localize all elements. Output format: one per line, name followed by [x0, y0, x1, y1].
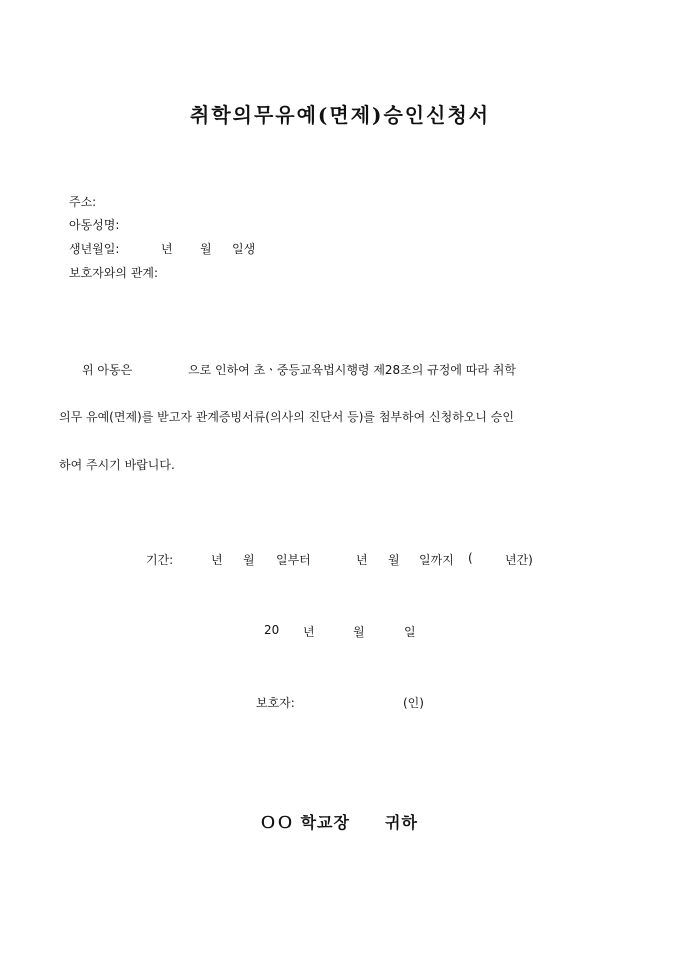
- child-name-label: 아동성명:: [69, 218, 120, 232]
- body-line-1-start: 위 아동은: [82, 363, 133, 377]
- body-line-2: 의무 유예(면제)를 받고자 관계증빙서류(의사의 진단서 등)를 첨부하여 신청하오니 승인: [59, 410, 514, 424]
- document-title: 취학의무유예(면제)승인신청서: [190, 103, 491, 127]
- birthdate-month-unit: 월: [200, 242, 212, 256]
- period-label: 기간:: [146, 553, 174, 567]
- guardian-seal: (인): [403, 696, 424, 710]
- body-line-1-end: 으로 인하여 초ㆍ중등교육법시행령 제28조의 규정에 따라 취학: [188, 363, 516, 377]
- body-line-3: 하여 주시기 바랍니다.: [59, 458, 175, 472]
- date-century: 20: [264, 623, 280, 637]
- birthdate-label: 생년월일:: [69, 242, 120, 256]
- period-paren-open: (: [468, 551, 473, 565]
- relation-label: 보호자와의 관계:: [69, 266, 159, 280]
- period-end-day: 일까지: [419, 553, 454, 567]
- period-start-year: 년: [211, 553, 223, 567]
- period-end-month: 월: [388, 553, 400, 567]
- birthdate-day-unit: 일생: [232, 242, 256, 256]
- date-year-unit: 년: [303, 625, 315, 639]
- recipient-honorific: 귀하: [385, 813, 418, 832]
- period-start-month: 월: [243, 553, 255, 567]
- address-label: 주소:: [69, 195, 97, 209]
- period-end-year: 년: [356, 553, 368, 567]
- recipient-school: ＯＯ 학교장: [260, 813, 350, 832]
- date-month-unit: 월: [353, 625, 365, 639]
- guardian-label: 보호자:: [256, 696, 295, 710]
- period-years: 년간): [505, 553, 533, 567]
- date-day-unit: 일: [404, 625, 416, 639]
- birthdate-year-unit: 년: [161, 242, 173, 256]
- period-start-day: 일부터: [276, 553, 311, 567]
